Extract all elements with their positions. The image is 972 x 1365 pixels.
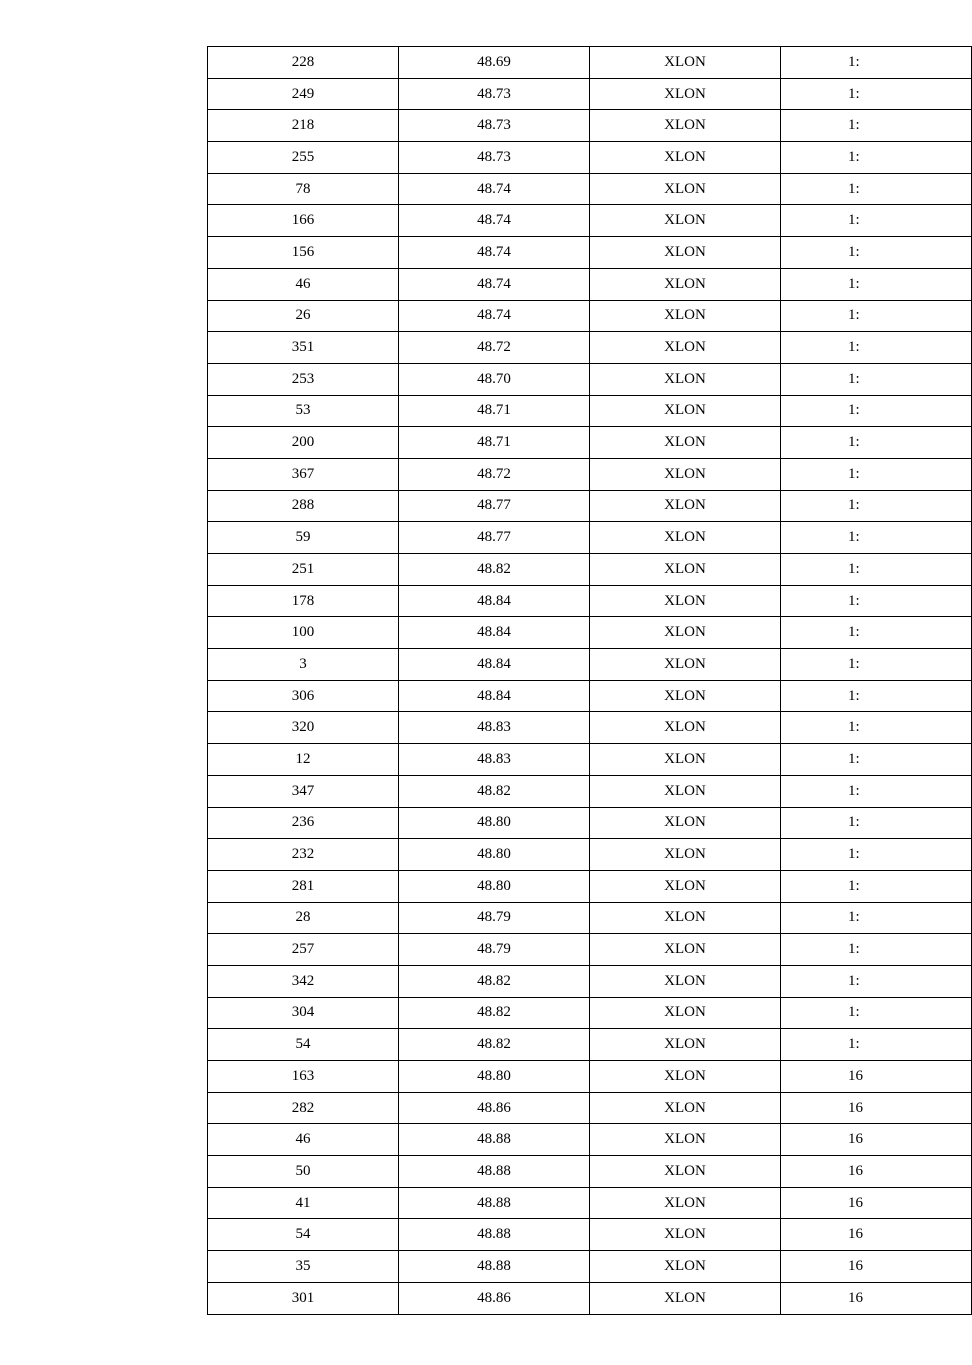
venue-cell: XLON (590, 1124, 781, 1156)
price-cell: 48.79 (399, 934, 590, 966)
table-row (208, 1282, 972, 1314)
time-cell: 1: (781, 458, 972, 490)
quantity-cell: 236 (208, 807, 399, 839)
time-cell: 1: (781, 839, 972, 871)
quantity-cell: 367 (208, 458, 399, 490)
price-cell: 48.88 (399, 1251, 590, 1283)
quantity-cell: 78 (208, 173, 399, 205)
price-cell: 48.88 (399, 1156, 590, 1188)
price-cell: 48.73 (399, 78, 590, 110)
quantity-cell: 306 (208, 680, 399, 712)
price-cell: 48.71 (399, 395, 590, 427)
time-cell: 1: (781, 522, 972, 554)
venue-cell: XLON (590, 807, 781, 839)
venue-cell: XLON (590, 934, 781, 966)
price-cell: 48.82 (399, 554, 590, 586)
venue-cell: XLON (590, 110, 781, 142)
table-row (208, 522, 972, 554)
venue-cell: XLON (590, 458, 781, 490)
quantity-cell: 59 (208, 522, 399, 554)
table-row (208, 237, 972, 269)
price-cell: 48.82 (399, 997, 590, 1029)
time-cell: 1: (781, 902, 972, 934)
table-row (208, 1187, 972, 1219)
price-cell: 48.73 (399, 142, 590, 174)
time-cell: 1: (781, 649, 972, 681)
venue-cell: XLON (590, 522, 781, 554)
venue-cell: XLON (590, 490, 781, 522)
table-row (208, 78, 972, 110)
trades-table-body (208, 47, 972, 1315)
time-cell: 1: (781, 300, 972, 332)
quantity-cell: 3 (208, 649, 399, 681)
venue-cell: XLON (590, 997, 781, 1029)
quantity-cell: 46 (208, 1124, 399, 1156)
price-cell: 48.69 (399, 47, 590, 79)
table-row (208, 363, 972, 395)
quantity-cell: 249 (208, 78, 399, 110)
quantity-cell: 281 (208, 870, 399, 902)
time-cell: 1: (781, 268, 972, 300)
venue-cell: XLON (590, 617, 781, 649)
venue-cell: XLON (590, 839, 781, 871)
venue-cell: XLON (590, 1187, 781, 1219)
price-cell: 48.74 (399, 300, 590, 332)
quantity-cell: 54 (208, 1219, 399, 1251)
time-cell: 16 (781, 1156, 972, 1188)
price-cell: 48.70 (399, 363, 590, 395)
venue-cell: XLON (590, 1061, 781, 1093)
venue-cell: XLON (590, 332, 781, 364)
price-cell: 48.80 (399, 870, 590, 902)
venue-cell: XLON (590, 965, 781, 997)
price-cell: 48.83 (399, 744, 590, 776)
table-row (208, 490, 972, 522)
price-cell: 48.74 (399, 173, 590, 205)
price-cell: 48.77 (399, 490, 590, 522)
trades-table (207, 46, 972, 1315)
time-cell: 1: (781, 205, 972, 237)
table-row (208, 649, 972, 681)
quantity-cell: 253 (208, 363, 399, 395)
venue-cell: XLON (590, 363, 781, 395)
price-cell: 48.79 (399, 902, 590, 934)
quantity-cell: 100 (208, 617, 399, 649)
venue-cell: XLON (590, 680, 781, 712)
time-cell: 1: (781, 617, 972, 649)
quantity-cell: 26 (208, 300, 399, 332)
venue-cell: XLON (590, 870, 781, 902)
table-row (208, 1219, 972, 1251)
price-cell: 48.80 (399, 839, 590, 871)
time-cell: 1: (781, 1029, 972, 1061)
price-cell: 48.80 (399, 1061, 590, 1093)
table-row (208, 997, 972, 1029)
table-row (208, 775, 972, 807)
quantity-cell: 200 (208, 427, 399, 459)
price-cell: 48.83 (399, 712, 590, 744)
price-cell: 48.88 (399, 1219, 590, 1251)
quantity-cell: 251 (208, 554, 399, 586)
table-row (208, 902, 972, 934)
time-cell: 1: (781, 363, 972, 395)
quantity-cell: 54 (208, 1029, 399, 1061)
time-cell: 1: (781, 934, 972, 966)
quantity-cell: 282 (208, 1092, 399, 1124)
price-cell: 48.84 (399, 649, 590, 681)
quantity-cell: 351 (208, 332, 399, 364)
price-cell: 48.72 (399, 458, 590, 490)
time-cell: 1: (781, 427, 972, 459)
price-cell: 48.74 (399, 237, 590, 269)
quantity-cell: 53 (208, 395, 399, 427)
table-row (208, 427, 972, 459)
price-cell: 48.84 (399, 585, 590, 617)
table-row (208, 47, 972, 79)
venue-cell: XLON (590, 712, 781, 744)
table-row (208, 1061, 972, 1093)
time-cell: 1: (781, 490, 972, 522)
price-cell: 48.80 (399, 807, 590, 839)
venue-cell: XLON (590, 585, 781, 617)
quantity-cell: 228 (208, 47, 399, 79)
quantity-cell: 50 (208, 1156, 399, 1188)
quantity-cell: 288 (208, 490, 399, 522)
time-cell: 16 (781, 1092, 972, 1124)
table-row (208, 807, 972, 839)
quantity-cell: 342 (208, 965, 399, 997)
time-cell: 1: (781, 142, 972, 174)
time-cell: 1: (781, 965, 972, 997)
venue-cell: XLON (590, 1282, 781, 1314)
quantity-cell: 166 (208, 205, 399, 237)
quantity-cell: 255 (208, 142, 399, 174)
venue-cell: XLON (590, 78, 781, 110)
table-row (208, 839, 972, 871)
table-row (208, 268, 972, 300)
table-row (208, 395, 972, 427)
price-cell: 48.72 (399, 332, 590, 364)
table-row (208, 1251, 972, 1283)
quantity-cell: 41 (208, 1187, 399, 1219)
time-cell: 1: (781, 744, 972, 776)
price-cell: 48.86 (399, 1282, 590, 1314)
table-row (208, 458, 972, 490)
time-cell: 1: (781, 680, 972, 712)
venue-cell: XLON (590, 173, 781, 205)
venue-cell: XLON (590, 744, 781, 776)
price-cell: 48.82 (399, 965, 590, 997)
time-cell: 1: (781, 870, 972, 902)
table-row (208, 1029, 972, 1061)
time-cell: 16 (781, 1251, 972, 1283)
table-row (208, 300, 972, 332)
venue-cell: XLON (590, 775, 781, 807)
price-cell: 48.71 (399, 427, 590, 459)
table-row (208, 1124, 972, 1156)
quantity-cell: 232 (208, 839, 399, 871)
venue-cell: XLON (590, 427, 781, 459)
quantity-cell: 178 (208, 585, 399, 617)
time-cell: 1: (781, 47, 972, 79)
table-row (208, 1092, 972, 1124)
venue-cell: XLON (590, 1092, 781, 1124)
quantity-cell: 320 (208, 712, 399, 744)
table-row (208, 110, 972, 142)
time-cell: 1: (781, 712, 972, 744)
table-row (208, 870, 972, 902)
time-cell: 1: (781, 395, 972, 427)
time-cell: 1: (781, 997, 972, 1029)
quantity-cell: 257 (208, 934, 399, 966)
venue-cell: XLON (590, 47, 781, 79)
quantity-cell: 35 (208, 1251, 399, 1283)
time-cell: 1: (781, 554, 972, 586)
price-cell: 48.88 (399, 1124, 590, 1156)
price-cell: 48.82 (399, 775, 590, 807)
venue-cell: XLON (590, 142, 781, 174)
table-row (208, 744, 972, 776)
quantity-cell: 301 (208, 1282, 399, 1314)
quantity-cell: 218 (208, 110, 399, 142)
venue-cell: XLON (590, 237, 781, 269)
price-cell: 48.74 (399, 268, 590, 300)
price-cell: 48.88 (399, 1187, 590, 1219)
venue-cell: XLON (590, 902, 781, 934)
venue-cell: XLON (590, 1219, 781, 1251)
price-cell: 48.73 (399, 110, 590, 142)
time-cell: 1: (781, 775, 972, 807)
quantity-cell: 28 (208, 902, 399, 934)
price-cell: 48.74 (399, 205, 590, 237)
venue-cell: XLON (590, 205, 781, 237)
venue-cell: XLON (590, 268, 781, 300)
venue-cell: XLON (590, 1251, 781, 1283)
table-row (208, 554, 972, 586)
table-row (208, 142, 972, 174)
table-row (208, 965, 972, 997)
quantity-cell: 347 (208, 775, 399, 807)
quantity-cell: 12 (208, 744, 399, 776)
time-cell: 16 (781, 1282, 972, 1314)
venue-cell: XLON (590, 395, 781, 427)
table-row (208, 585, 972, 617)
table-row (208, 332, 972, 364)
time-cell: 16 (781, 1219, 972, 1251)
time-cell: 16 (781, 1187, 972, 1219)
price-cell: 48.82 (399, 1029, 590, 1061)
time-cell: 1: (781, 332, 972, 364)
price-cell: 48.84 (399, 617, 590, 649)
table-row (208, 173, 972, 205)
time-cell: 16 (781, 1124, 972, 1156)
table-row (208, 934, 972, 966)
time-cell: 1: (781, 585, 972, 617)
quantity-cell: 163 (208, 1061, 399, 1093)
venue-cell: XLON (590, 1156, 781, 1188)
time-cell: 1: (781, 173, 972, 205)
time-cell: 1: (781, 78, 972, 110)
time-cell: 16 (781, 1061, 972, 1093)
venue-cell: XLON (590, 1029, 781, 1061)
table-row (208, 617, 972, 649)
quantity-cell: 304 (208, 997, 399, 1029)
time-cell: 1: (781, 237, 972, 269)
price-cell: 48.84 (399, 680, 590, 712)
price-cell: 48.86 (399, 1092, 590, 1124)
time-cell: 1: (781, 807, 972, 839)
quantity-cell: 46 (208, 268, 399, 300)
table-row (208, 205, 972, 237)
venue-cell: XLON (590, 554, 781, 586)
venue-cell: XLON (590, 300, 781, 332)
table-row (208, 1156, 972, 1188)
price-cell: 48.77 (399, 522, 590, 554)
quantity-cell: 156 (208, 237, 399, 269)
table-row (208, 712, 972, 744)
venue-cell: XLON (590, 649, 781, 681)
table-row (208, 680, 972, 712)
table-viewport (207, 46, 863, 1315)
time-cell: 1: (781, 110, 972, 142)
